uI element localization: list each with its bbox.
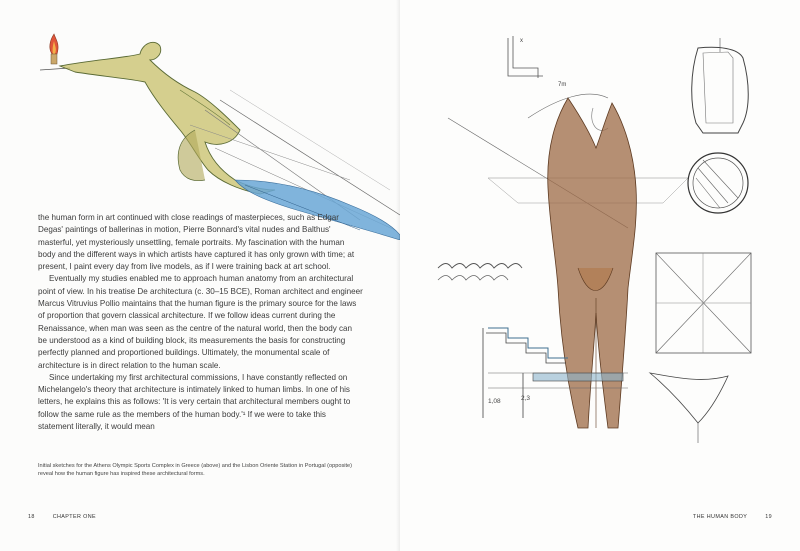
right-page	[400, 0, 800, 551]
athletic-figure-sketch	[30, 30, 400, 240]
left-running-head: CHAPTER ONE	[52, 514, 97, 520]
architectural-body-sketches	[428, 28, 778, 458]
sketch-label-7m: 7m	[558, 82, 567, 88]
paragraph-1: the human form in art continued with close readings of masterpieces, such as Edgar Degas' paintings of ballerinas in motion, Pierre Bonnard's vital nudes and Balthus' masterful, yet mysteriously unsettling, female portraits. My fascination with the human body and the different ways in which artists have captured it has only grown with time; at present, I paint every day from live models, as if I were training back at art school.	[38, 213, 355, 272]
left-footer	[28, 514, 96, 520]
figure-caption: Initial sketches for the Athens Olympic Sports Complex in Greece (above) and the Lisbon Oriente Station in Portugal (opposite) reveal how the human figure has inspired these architectural forms.	[38, 463, 353, 478]
sketch-label-2-3: 2,3	[521, 395, 531, 402]
right-footer	[693, 514, 772, 520]
svg-text:x: x	[520, 38, 523, 44]
body-text	[38, 212, 363, 433]
paragraph-2: Eventually my studies enabled me to approach human anatomy from an architectural point of view. In his treatise De architectura (c. 30–15 BCE), Roman architect and engineer Marcus Vitruvius Pollio maintains that the human figure is the primary source for the laws of proportion that govern classical architecture. If we follow ideas current during the Renaissance, when man was seen as the centre of the natural world, then the body can be understood as a kind of building block, its measurements the basis for constructing perfectly planned and proportioned buildings. Ultimately, the monumental scale of architecture is in direct relation to the human scale.	[38, 274, 363, 370]
paragraph-3: Since undertaking my first architectural commissions, I have constantly reflected on Michelangelo's theory that architecture is intimately linked to human limbs. In one of his letters, he explains this as follows: 'It is very certain that architectural members ought to follow the same rule as the members of the human body.'¹ If we were to take this statement literally, it would mean	[38, 372, 351, 432]
right-running-head: THE HUMAN BODY	[692, 514, 748, 520]
sketch-label-1-08: 1,08	[488, 398, 501, 405]
left-page-number: 18	[28, 514, 35, 520]
right-page-number: 19	[765, 514, 772, 520]
